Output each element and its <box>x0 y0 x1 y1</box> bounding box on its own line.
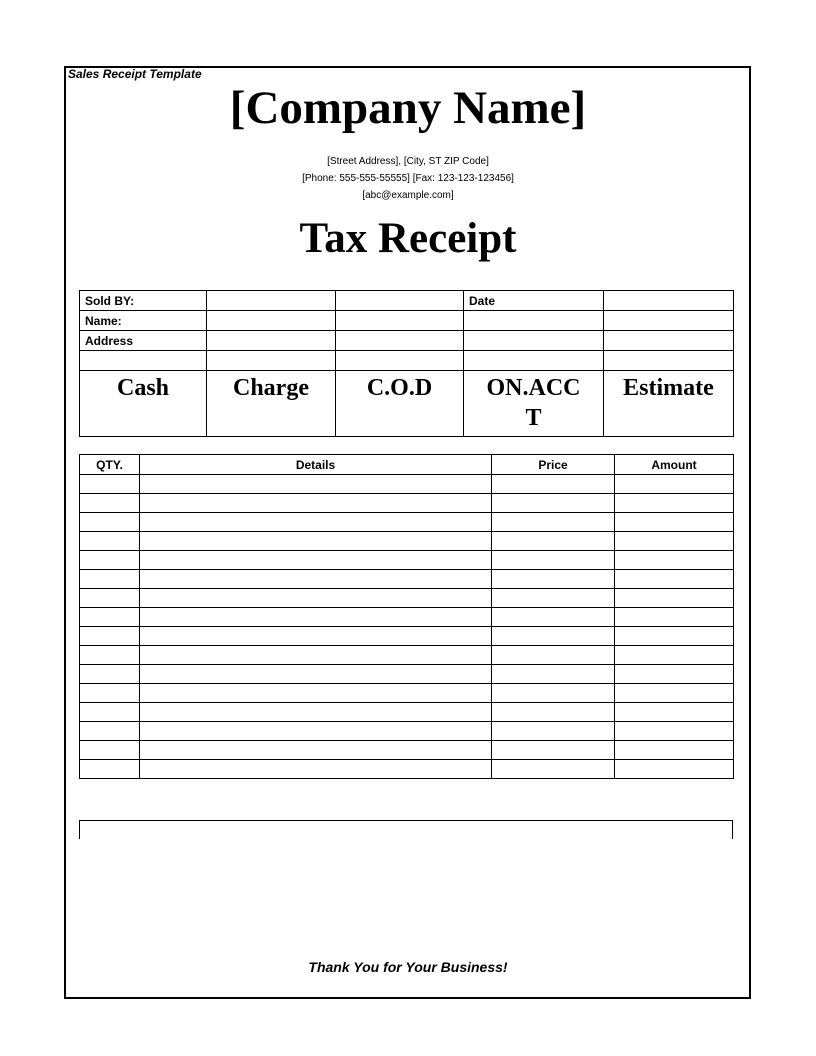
details-cell[interactable] <box>140 551 492 570</box>
table-row <box>80 741 734 760</box>
price-cell[interactable] <box>492 589 615 608</box>
amount-cell[interactable] <box>615 646 734 665</box>
price-cell[interactable] <box>492 532 615 551</box>
details-cell[interactable] <box>140 741 492 760</box>
price-cell[interactable] <box>492 551 615 570</box>
name-field[interactable] <box>207 311 336 331</box>
payment-on-account-line1: ON.ACC <box>486 375 581 401</box>
table-row <box>80 494 734 513</box>
qty-cell[interactable] <box>80 494 140 513</box>
amount-cell[interactable] <box>615 741 734 760</box>
amount-cell[interactable] <box>615 627 734 646</box>
email-line: [abc@example.com] <box>362 190 454 201</box>
price-cell[interactable] <box>492 741 615 760</box>
customer-info-table <box>79 290 734 437</box>
amount-cell[interactable] <box>615 589 734 608</box>
table-row <box>80 475 734 494</box>
table-row <box>80 703 734 722</box>
qty-cell[interactable] <box>80 475 140 494</box>
company-name: [Company Name] <box>229 82 587 134</box>
price-header: Price <box>492 455 615 475</box>
payment-estimate[interactable]: Estimate <box>604 371 734 437</box>
qty-cell[interactable] <box>80 741 140 760</box>
details-cell[interactable] <box>140 646 492 665</box>
line-items-body <box>80 475 734 779</box>
price-cell[interactable] <box>492 513 615 532</box>
qty-cell[interactable] <box>80 532 140 551</box>
template-label: Sales Receipt Template <box>68 67 202 81</box>
notes-box[interactable] <box>79 820 733 839</box>
qty-cell[interactable] <box>80 627 140 646</box>
thank-you-message: Thank You for Your Business! <box>308 959 508 975</box>
table-row <box>80 608 734 627</box>
amount-cell[interactable] <box>615 513 734 532</box>
amount-cell[interactable] <box>615 684 734 703</box>
qty-cell[interactable] <box>80 589 140 608</box>
table-row <box>80 722 734 741</box>
name-label: Name: <box>80 311 207 331</box>
sold-by-label: Sold BY: <box>80 291 207 311</box>
details-cell[interactable] <box>140 627 492 646</box>
address2-field-3[interactable] <box>336 351 464 371</box>
table-row <box>80 665 734 684</box>
sold-by-field-2[interactable] <box>336 291 464 311</box>
amount-cell[interactable] <box>615 570 734 589</box>
qty-header: QTY. <box>80 455 140 475</box>
address2-field-4[interactable] <box>464 351 604 371</box>
amount-cell[interactable] <box>615 608 734 627</box>
payment-on-account-line2: T <box>525 405 542 431</box>
price-cell[interactable] <box>492 684 615 703</box>
receipt-title: Tax Receipt <box>299 215 517 262</box>
payment-cod[interactable]: C.O.D <box>336 371 464 437</box>
table-row <box>80 627 734 646</box>
payment-cash[interactable]: Cash <box>80 371 207 437</box>
amount-cell[interactable] <box>615 722 734 741</box>
address2-field-1[interactable] <box>80 351 207 371</box>
payment-charge[interactable]: Charge <box>207 371 336 437</box>
qty-cell[interactable] <box>80 513 140 532</box>
details-cell[interactable] <box>140 722 492 741</box>
price-cell[interactable] <box>492 760 615 779</box>
sold-by-row <box>80 291 734 311</box>
amount-header: Amount <box>615 455 734 475</box>
name-row <box>80 311 734 331</box>
price-cell[interactable] <box>492 494 615 513</box>
line-items-table <box>79 454 734 779</box>
price-cell[interactable] <box>492 703 615 722</box>
address-label: Address <box>80 331 207 351</box>
price-cell[interactable] <box>492 475 615 494</box>
table-row <box>80 760 734 779</box>
address-line: [Street Address], [City, ST ZIP Code] <box>327 156 489 167</box>
details-cell[interactable] <box>140 665 492 684</box>
date-field[interactable] <box>604 291 734 311</box>
details-header: Details <box>140 455 492 475</box>
details-cell[interactable] <box>140 589 492 608</box>
price-cell[interactable] <box>492 646 615 665</box>
amount-cell[interactable] <box>615 475 734 494</box>
table-row <box>80 551 734 570</box>
price-cell[interactable] <box>492 570 615 589</box>
table-row <box>80 513 734 532</box>
qty-cell[interactable] <box>80 608 140 627</box>
price-cell[interactable] <box>492 665 615 684</box>
phone-fax-line: [Phone: 555-555-55555] [Fax: 123-123-123456] <box>302 173 514 184</box>
sold-by-field[interactable] <box>207 291 336 311</box>
details-cell[interactable] <box>140 703 492 722</box>
table-row <box>80 532 734 551</box>
line-items-header <box>80 455 734 475</box>
address-field-4[interactable] <box>604 331 734 351</box>
table-row <box>80 570 734 589</box>
price-cell[interactable] <box>492 627 615 646</box>
name-field-3[interactable] <box>464 311 604 331</box>
table-row <box>80 646 734 665</box>
price-cell[interactable] <box>492 722 615 741</box>
details-cell[interactable] <box>140 760 492 779</box>
details-cell[interactable] <box>140 494 492 513</box>
address2-field-5[interactable] <box>604 351 734 371</box>
qty-cell[interactable] <box>80 665 140 684</box>
qty-cell[interactable] <box>80 551 140 570</box>
qty-cell[interactable] <box>80 760 140 779</box>
price-cell[interactable] <box>492 608 615 627</box>
address2-field-2[interactable] <box>207 351 336 371</box>
details-cell[interactable] <box>140 570 492 589</box>
details-cell[interactable] <box>140 475 492 494</box>
qty-cell[interactable] <box>80 684 140 703</box>
qty-cell[interactable] <box>80 722 140 741</box>
qty-cell[interactable] <box>80 703 140 722</box>
amount-cell[interactable] <box>615 665 734 684</box>
qty-cell[interactable] <box>80 570 140 589</box>
details-cell[interactable] <box>140 608 492 627</box>
details-cell[interactable] <box>140 684 492 703</box>
address-field-2[interactable] <box>336 331 464 351</box>
address-row <box>80 331 734 351</box>
amount-cell[interactable] <box>615 532 734 551</box>
details-cell[interactable] <box>140 532 492 551</box>
amount-cell[interactable] <box>615 494 734 513</box>
address-field-3[interactable] <box>464 331 604 351</box>
table-row <box>80 684 734 703</box>
payment-method-row <box>80 371 734 437</box>
table-row <box>80 589 734 608</box>
details-cell[interactable] <box>140 513 492 532</box>
qty-cell[interactable] <box>80 646 140 665</box>
name-field-2[interactable] <box>336 311 464 331</box>
address-row-2 <box>80 351 734 371</box>
amount-cell[interactable] <box>615 703 734 722</box>
address-field[interactable] <box>207 331 336 351</box>
name-field-4[interactable] <box>604 311 734 331</box>
amount-cell[interactable] <box>615 760 734 779</box>
amount-cell[interactable] <box>615 551 734 570</box>
payment-on-account[interactable] <box>464 371 604 437</box>
date-label: Date <box>464 291 604 311</box>
